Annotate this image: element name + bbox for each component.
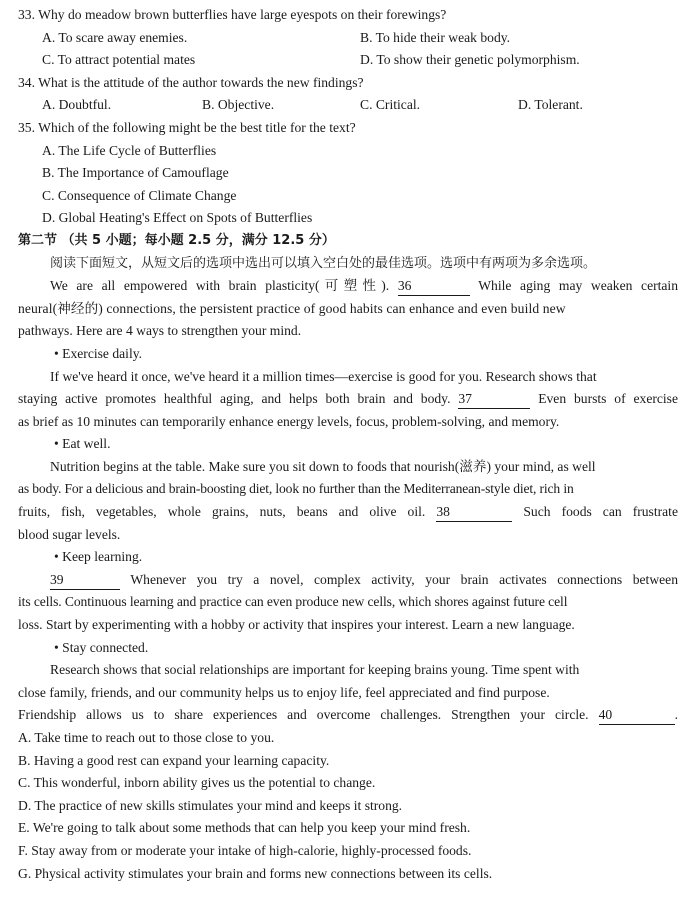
passage-line: as body. For a delicious and brain-boosting diet, look no further than the Mediterranean-style diet, rich in bbox=[18, 481, 574, 497]
option-b: B. Objective. bbox=[202, 97, 275, 113]
blank-37: 37 bbox=[458, 390, 530, 409]
option-a: A. The Life Cycle of Butterflies bbox=[42, 142, 217, 158]
bullet-heading: • Eat well. bbox=[54, 436, 111, 452]
passage-line: We are all empowered with brain plasticity(可塑性). 36 While aging may weaken certain bbox=[18, 275, 678, 298]
passage-line: as brief as 10 minutes can temporarily enhance energy levels, focus, problem-solving, and memory. bbox=[18, 413, 560, 429]
passage-line: close family, friends, and our community helps us to enjoy life, feel appreciated and find purpose. bbox=[18, 684, 550, 700]
answer-option-a: A. Take time to reach out to those close to you. bbox=[18, 730, 275, 745]
passage-line: neural(神经的) connections, the persistent practice of good habits can enhance and even build new bbox=[18, 300, 566, 316]
question-34 bbox=[18, 72, 678, 117]
answer-option-f: F. Stay away from or moderate your intake of high-calorie, highly-processed foods. bbox=[18, 842, 472, 858]
question-stem: 34. What is the attitude of the author towards the new findings? bbox=[18, 74, 364, 90]
question-stem: 35. Which of the following might be the best title for the text? bbox=[18, 119, 356, 135]
blank-38: 38 bbox=[436, 503, 512, 522]
option-d: D. Tolerant. bbox=[518, 97, 583, 113]
section-instruction: 阅读下面短文，从短文后的选项中选出可以填入空白处的最佳选项。选项中有两项为多余选项。 bbox=[50, 255, 597, 271]
answer-option-d: D. The practice of new skills stimulates your mind and keeps it strong. bbox=[18, 797, 403, 813]
answer-option-b: B. Having a good rest can expand your learning capacity. bbox=[18, 752, 330, 768]
blank-39: 39 bbox=[50, 571, 120, 590]
answer-options bbox=[18, 727, 678, 885]
option-b: B. To hide their weak body. bbox=[360, 29, 511, 45]
blank-40: 40 bbox=[599, 706, 675, 725]
option-a: A. Doubtful. bbox=[42, 97, 112, 113]
answer-option-c: C. This wonderful, inborn ability gives us the potential to change. bbox=[18, 775, 376, 791]
passage-line: Friendship allows us to share experiences and overcome challenges. Strengthen your circle. 40 . bbox=[18, 704, 678, 727]
option-a: A. To scare away enemies. bbox=[42, 29, 188, 45]
bullet-heading: • Keep learning. bbox=[54, 549, 143, 565]
option-c: C. Critical. bbox=[360, 97, 421, 113]
passage-line: 39 Whenever you try a novel, complex activity, your brain activates connections between bbox=[18, 569, 678, 592]
bullet-heading: • Exercise daily. bbox=[54, 345, 143, 361]
option-b: B. The Importance of Camouflage bbox=[42, 165, 229, 181]
answer-option-g: G. Physical activity stimulates your brain and forms new connections between its cells. bbox=[18, 865, 493, 881]
question-35 bbox=[18, 117, 678, 230]
passage-line: staying active promotes healthful aging, and helps both brain and body. 37 Even bursts of exercise bbox=[18, 388, 678, 411]
passage-line: blood sugar levels. bbox=[18, 526, 121, 542]
passage-line: fruits, fish, vegetables, whole grains, nuts, beans and olive oil. 38 Such foods can frustrate bbox=[18, 501, 678, 524]
question-33 bbox=[18, 4, 678, 72]
section-heading: 第二节 （共 5 小题；每小题 2.5 分，满分 12.5 分） bbox=[18, 232, 335, 248]
passage-line: Nutrition begins at the table. Make sure you sit down to foods that nourish(滋养) your mind, as well bbox=[50, 458, 596, 474]
option-c: C. Consequence of Climate Change bbox=[42, 187, 237, 203]
passage-line: its cells. Continuous learning and practice can even produce new cells, which shores against future cell bbox=[18, 594, 568, 610]
passage bbox=[18, 275, 678, 727]
passage-line: pathways. Here are 4 ways to strengthen your mind. bbox=[18, 323, 302, 339]
bullet-heading: • Stay connected. bbox=[54, 639, 149, 655]
option-d: D. To show their genetic polymorphism. bbox=[360, 52, 580, 68]
passage-line: loss. Start by experimenting with a hobby or activity that inspires your interest. Learn a new language. bbox=[18, 617, 575, 633]
passage-line: If we've heard it once, we've heard it a million times—exercise is good for you. Research shows that bbox=[50, 368, 597, 384]
option-d: D. Global Heating's Effect on Spots of Butterflies bbox=[42, 210, 313, 226]
blank-36: 36 bbox=[398, 277, 470, 296]
question-stem: 33. Why do meadow brown butterflies have large eyespots on their forewings? bbox=[18, 7, 447, 22]
answer-option-e: E. We're going to talk about some methods that can help you keep your mind fresh. bbox=[18, 820, 471, 836]
option-c: C. To attract potential mates bbox=[42, 52, 196, 68]
passage-line: Research shows that social relationships are important for keeping brains young. Time spent with bbox=[50, 662, 580, 678]
